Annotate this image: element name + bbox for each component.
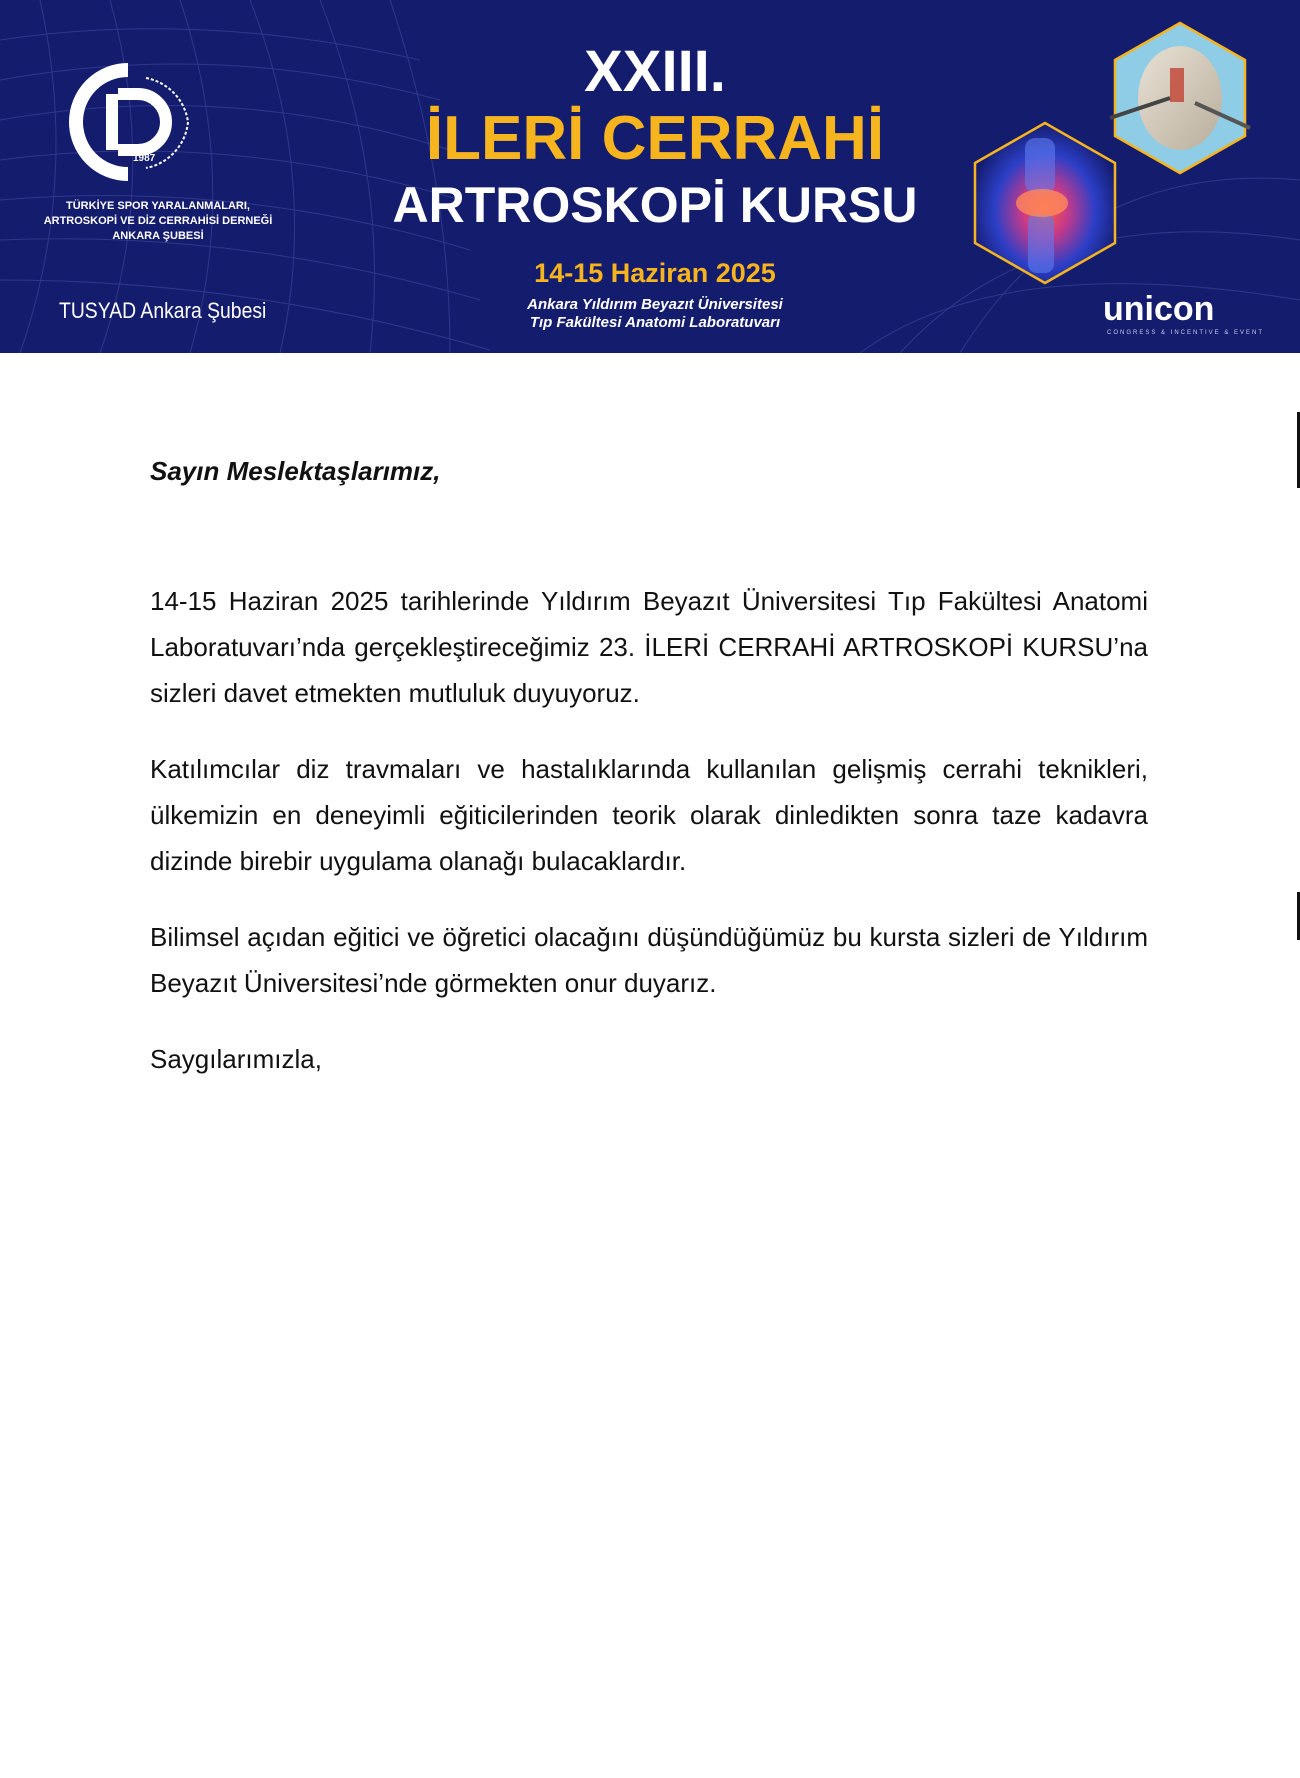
course-edition: XXIII. (584, 39, 726, 104)
invitation-letter (150, 448, 1148, 1082)
course-title-line2: ARTROSKOPİ KURSU (392, 177, 918, 233)
header-banner (0, 0, 1300, 353)
letter-paragraph: Bilimsel açıdan eğitici ve öğretici olacağını düşündüğümüz bu kursta sizleri de Yıldırım Beyazıt Üniversitesi’nde görmekten onur duyarız. (150, 922, 1148, 998)
association-line: ANKARA ŞUBESİ (112, 230, 204, 242)
letter-closing: Saygılarımızla, (150, 1044, 322, 1074)
association-name (40, 199, 276, 244)
course-title-block (335, 38, 975, 332)
letter-paragraph: Katılımcılar diz travmaları ve hastalıklarında kullanılan gelişmiş cerrahi teknikleri, ülkemizin en deneyimli eğiticilerinden teorik olarak dinledikten sonra taze kadavra dizinde birebir uygulama olanağı bulacaklardır. (150, 754, 1148, 876)
venue-line2: Tıp Fakültesi Anatomi Laboratuvarı (529, 314, 781, 331)
logo-year: 1987 (133, 153, 156, 164)
association-line: TÜRKİYE SPOR YARALANMALARI, (66, 200, 250, 212)
arthroscopy-illustration (1100, 18, 1260, 178)
course-title-line1: İLERİ CERRAHİ (425, 104, 885, 173)
organizer-name: unicon (1103, 292, 1215, 328)
letter-greeting: Sayın Meslektaşlarımız, (150, 456, 441, 486)
course-dates: 14-15 Haziran 2025 (534, 258, 776, 288)
association-line: ARTROSKOPİ VE DİZ CERRAHİSİ DERNEĞİ (43, 215, 273, 227)
unicon-logo (1103, 292, 1253, 328)
organizer-tagline: CONGRESS & INCENTIVE & EVENT (1107, 330, 1265, 336)
branch-name: TUSYAD Ankara Şubesi (59, 298, 267, 323)
association-logo (68, 62, 208, 182)
letter-paragraph: 14-15 Haziran 2025 tarihlerinde Yıldırım Beyazıt Üniversitesi Tıp Fakültesi Anatomi Laboratuvarı’nda gerçekleştireceğimiz 23. İLERİ CERRAHİ ARTROSKOPİ KURSU’na sizleri davet etmekten mutluluk duyuyoruz. (150, 586, 1148, 708)
venue-line1: Ankara Yıldırım Beyazıt Üniversitesi (527, 296, 783, 313)
